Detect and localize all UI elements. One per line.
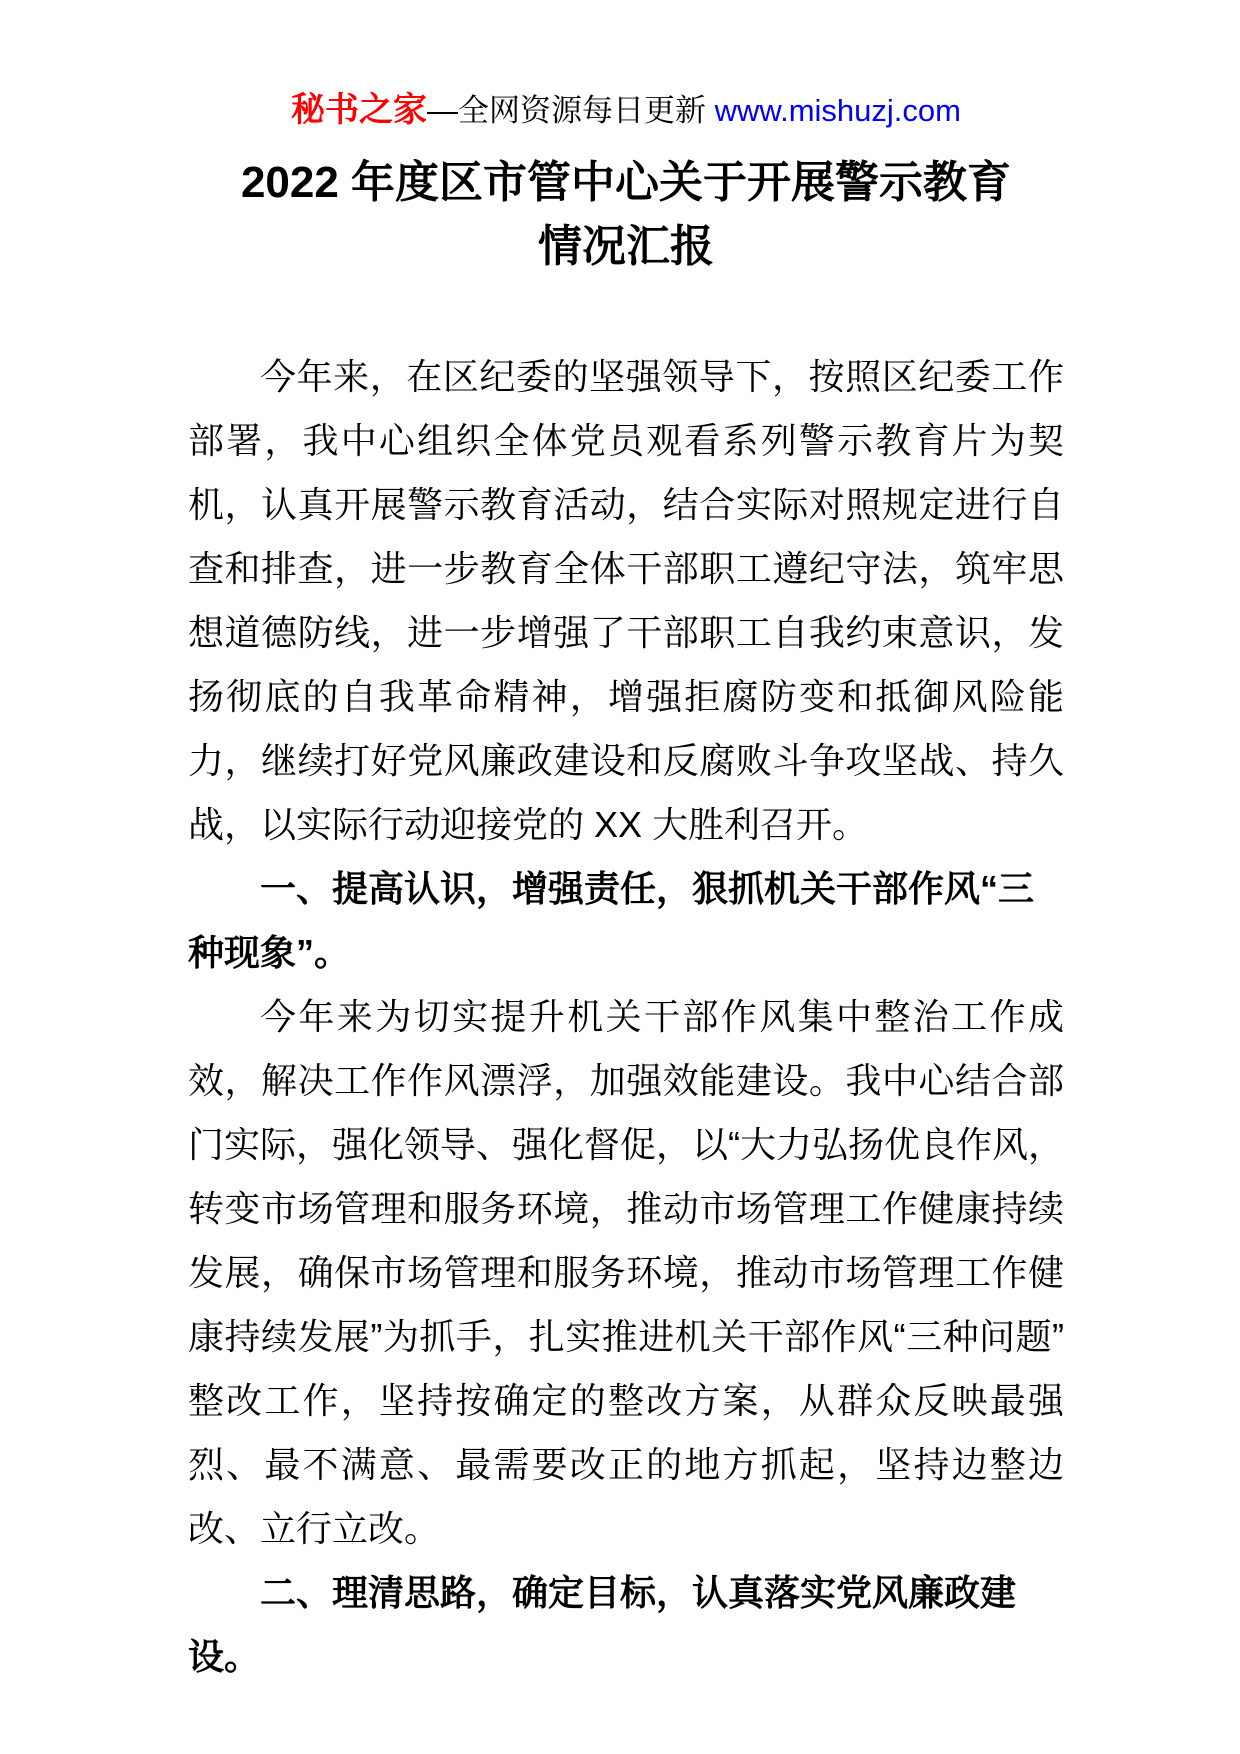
paragraph-intro: 今年来，在区纪委的坚强领导下，按照区纪委工作部署，我中心组织全体党员观看系列警示教育片为契机，认真开展警示教育活动，结合实际对照规定进行自查和排查，进一步教育全体干部职工遵纪守法，筑牢思想道德防线，进一步增强了干部职工自我约束意识，发扬彻底的自我革命精神，增强拒腐防变和抵御风险能力，继续打好党风廉政建设和反腐败斗争攻坚战、持久战，以实际行动迎接党的 XX 大胜利召开。 <box>188 356 1064 845</box>
paragraph-section-1-body: 今年来为切实提升机关干部作风集中整治工作成效，解决工作作风漂浮，加强效能建设。我中心结合部门实际，强化领导、强化督促，以“大力弘扬优良作风，转变市场管理和服务环境，推动市场管理工作健康持续发展，确保市场管理和服务环境，推动市场管理工作健康持续发展”为抓手，扎实推进机关干部作风“三种问题”整改工作，坚持按确定的整改方案，从群众反映最强烈、最不满意、最需要改正的地方抓起，坚持边整边改、立行立改。 <box>188 996 1064 1549</box>
site-header-banner <box>188 86 1064 135</box>
document-title-line1: 2022 年度区市管中心关于开展警示教育 <box>240 158 1012 207</box>
document-title <box>188 151 1064 279</box>
site-url-link[interactable]: www.mishuzj.com <box>714 93 961 128</box>
document-body <box>188 345 1064 1689</box>
section-heading-2: 二、理清思路，确定目标，认真落实党风廉政建设。 <box>188 1572 1017 1677</box>
document-title-line2: 情况汇报 <box>538 222 714 271</box>
site-tagline: —全网资源每日更新 <box>427 93 715 128</box>
section-heading-1: 一、提高认识，增强责任，狠抓机关干部作风“三种现象”。 <box>188 868 1035 973</box>
site-name: 秘书之家 <box>291 91 428 129</box>
